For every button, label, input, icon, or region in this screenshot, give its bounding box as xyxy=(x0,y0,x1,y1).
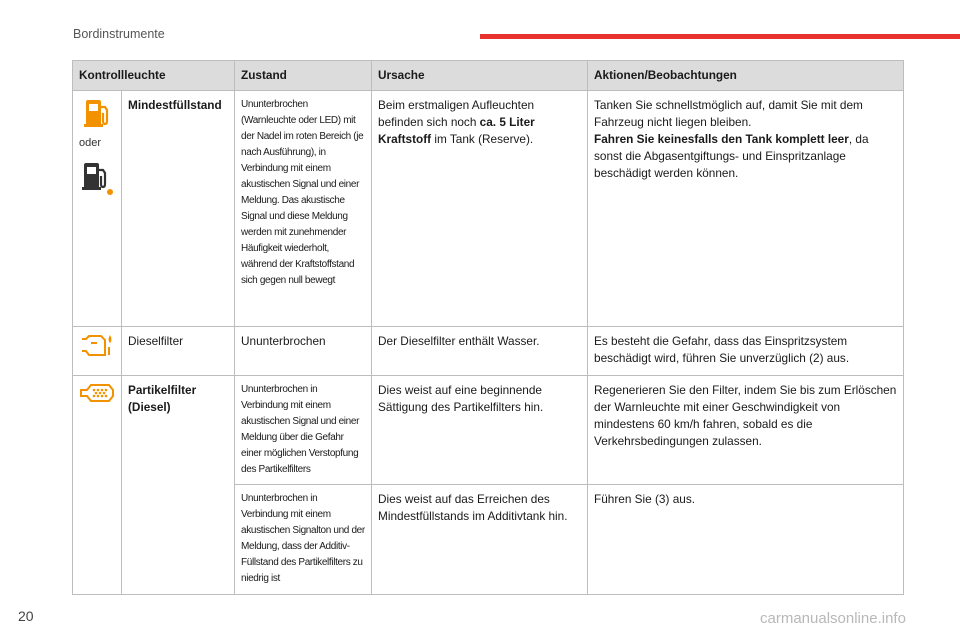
fuel-pump-low-icon xyxy=(79,160,115,196)
aktion-cell: Regenerieren Sie den Filter, indem Sie bis zum Erlöschen der Warnleuchte mit einer Geschwindigkeit von mindestens 60 km/h fahren, sobald es die Verkehrsbedingungen zulassen. xyxy=(588,376,904,485)
table-row xyxy=(73,376,904,485)
warning-lights-table xyxy=(72,60,904,595)
ursache-bold-text: ca. 5 Liter Kraftstoff xyxy=(378,115,535,146)
zustand-text: Ununterbrochen (Warnleuchte oder LED) mit der Nadel im roten Bereich (je nach Ausführung), in Verbindung mit einem akustischen Signal und einer Meldung. Das akustische Signal und diese Meldung werden mit zunehmender Häufigkeit wiederholt, während der Kraftstoffstand sich gegen null bewegt xyxy=(241,99,364,286)
aktion-cell xyxy=(588,91,904,327)
aktion-text: Tanken Sie schnellstmöglich auf, damit Sie mit dem Fahrzeug nicht liegen bleiben. xyxy=(594,98,863,129)
aktion-bold-text: Fahren Sie keinesfalls den Tank komplett leer xyxy=(594,132,849,146)
oder-label: oder xyxy=(79,137,102,149)
ursache-cell: Der Dieselfilter enthält Wasser. xyxy=(372,327,588,376)
header-aktionen: Aktionen/Beobachtungen xyxy=(588,61,904,91)
zustand-text: Ununterbrochen in Verbindung mit einem akustischen Signalton und der Meldung, dass der Additiv-Füllstand des Partikelfilters zu niedrig ist xyxy=(241,493,365,584)
ursache-text-end: im Tank (Reserve). xyxy=(431,132,534,146)
watermark: carmanualsonline.info xyxy=(760,610,906,627)
aktion-cell: Es besteht die Gefahr, dass das Einspritzsystem beschädigt wird, führen Sie unverzüglich (2) aus. xyxy=(588,327,904,376)
table-row xyxy=(73,91,904,327)
zustand-cell xyxy=(235,91,372,327)
ursache-text: Beim erstmaligen Aufleuchten befinden sich noch xyxy=(378,98,535,129)
table-row xyxy=(73,327,904,376)
header-ursache: Ursache xyxy=(372,61,588,91)
ursache-cell xyxy=(372,91,588,327)
fuel-pump-icon xyxy=(79,97,115,129)
icon-cell xyxy=(73,91,122,327)
row-title: Partikelfilter (Diesel) xyxy=(122,376,235,595)
aktion-text-end: , da sonst die Abgasentgiftungs- und Einspritzanlage beschädigt werden können. xyxy=(594,132,869,180)
ursache-cell: Dies weist auf das Erreichen des Mindestfüllstands im Additivtank hin. xyxy=(372,485,588,595)
ursache-cell: Dies weist auf eine beginnende Sättigung des Partikelfilters hin. xyxy=(372,376,588,485)
section-title: Bordinstrumente xyxy=(73,27,165,41)
header-accent-bar xyxy=(480,34,960,39)
icon-cell xyxy=(73,327,122,376)
diesel-filter-icon xyxy=(79,333,115,359)
icon-cell xyxy=(73,376,122,595)
particle-filter-icon xyxy=(79,382,115,404)
table-header-row xyxy=(73,61,904,91)
aktion-cell: Führen Sie (3) aus. xyxy=(588,485,904,595)
page-number: 20 xyxy=(18,608,34,624)
header-zustand: Zustand xyxy=(235,61,372,91)
zustand-cell xyxy=(235,485,372,595)
zustand-cell xyxy=(235,376,372,485)
header-kontrollleuchte: Kontrollleuchte xyxy=(73,61,235,91)
zustand-cell: Ununterbrochen xyxy=(235,327,372,376)
row-title: Mindestfüllstand xyxy=(122,91,235,327)
row-title: Dieselfilter xyxy=(122,327,235,376)
zustand-text: Ununterbrochen in Verbindung mit einem akustischen Signal und einer Meldung über die Gefahr einer möglichen Verstopfung des Partikelfilters xyxy=(241,384,360,475)
